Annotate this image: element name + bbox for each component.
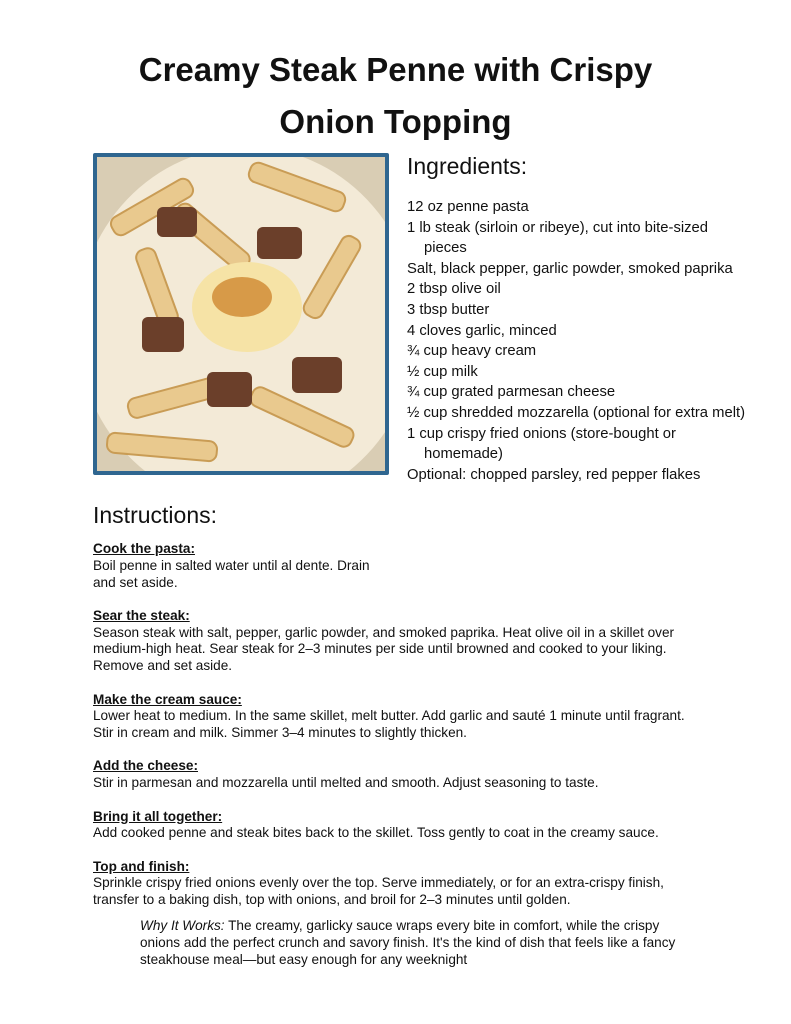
why-label: Why It Works: (140, 918, 225, 933)
ingredient-item: ¾ cup heavy cream (407, 343, 537, 360)
instructions-heading: Instructions: (93, 502, 217, 528)
ingredient-item: 3 tbsp butter (407, 301, 490, 318)
step-title: Sear the steak: (93, 607, 190, 623)
step (93, 608, 703, 675)
step-body: Stir in parmesan and mozzarella until melted and smooth. Adjust seasoning to taste. (93, 775, 599, 791)
step-title: Cook the pasta: (93, 541, 195, 556)
ingredients-list (407, 197, 747, 485)
step (93, 541, 703, 591)
ingredient-item: 4 cloves garlic, minced (407, 322, 557, 339)
ingredient-item: Optional: chopped parsley, red pepper flakes (407, 466, 701, 483)
step (93, 809, 703, 843)
step-body: Sprinkle crispy fried onions evenly over the top. Serve immediately, or for an extra-crispy finish, transfer to a baking dish, top with onions, and broil for 2–3 minutes until golden. (93, 875, 664, 908)
step (93, 758, 703, 792)
ingredient-item: ½ cup shredded mozzarella (optional for extra melt) (407, 404, 746, 421)
step (93, 859, 703, 909)
instructions-steps (93, 541, 703, 926)
step-body: Add cooked penne and steak bites back to the skillet. Toss gently to coat in the creamy sauce. (93, 825, 659, 841)
step-body: Season steak with salt, pepper, garlic powder, and smoked paprika. Heat olive oil in a skillet over medium-high heat. Sear steak for 2–3 minutes per side until browned and cooked to your liking. Remove and set aside. (93, 624, 675, 674)
why-it-works (140, 918, 700, 968)
ingredient-item: 1 lb steak (sirloin or ribeye), cut into bite-sized pieces (407, 219, 708, 257)
ingredient-item: ¾ cup grated parmesan cheese (407, 384, 616, 401)
step-title: Add the cheese: (93, 758, 198, 774)
title-line-2: Onion Topping (279, 103, 512, 140)
recipe-title (0, 44, 791, 148)
ingredient-item: ½ cup milk (407, 363, 478, 380)
ingredient-item: Salt, black pepper, garlic powder, smoked paprika (407, 260, 733, 277)
why-text: The creamy, garlicky sauce wraps every bite in comfort, while the crispy onions add the perfect crunch and savory finish. It's the kind of dish that feels like a fancy steakhouse meal—but easy enough for any weeknight (140, 918, 676, 967)
pasta-dish-image (97, 157, 385, 471)
ingredients-heading: Ingredients: (407, 153, 528, 179)
step-title: Top and finish: (93, 858, 190, 874)
ingredient-item: 12 oz penne pasta (407, 199, 529, 215)
step-title: Bring it all together: (93, 808, 223, 824)
step (93, 692, 703, 742)
ingredient-item: 1 cup crispy fried onions (store-bought or homemade) (407, 425, 676, 463)
title-line-1: Creamy Steak Penne with Crispy (138, 51, 653, 88)
step-body: Lower heat to medium. In the same skillet, melt butter. Add garlic and sauté 1 minute until fragrant. Stir in cream and milk. Simmer 3–4 minutes to slightly thicken. (93, 708, 685, 741)
step-body: Boil penne in salted water until al dente. Drain and set aside. (93, 557, 370, 590)
ingredient-item: 2 tbsp olive oil (407, 281, 501, 298)
step-title: Make the cream sauce: (93, 691, 242, 707)
pasta-photo (93, 153, 389, 475)
